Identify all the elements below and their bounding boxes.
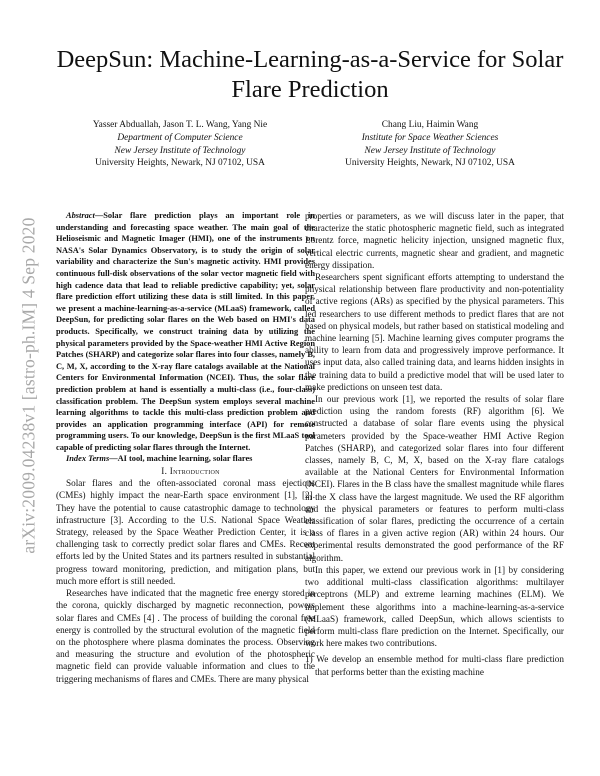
author-block-1 — [50, 119, 310, 170]
arxiv-identifier: arXiv:2009.04238v1 [astro-ph.IM] 4 Sep 2020 — [18, 217, 39, 554]
body-paragraph: Researches have indicated that the magnetic free energy stored in the corona, quickly discharged by magnetic reconnection, powers solar flares and CMEs [4] . The process of building the coronal free energy is controlled by the structural evolution of the magnetic field on the photosphere where plasma dominates the process. Observing and measuring the structure and evolution of the photospheric magnetic field can provide valuable information and clues to the triggering mechanisms of flares and CMEs. There are many physical — [56, 588, 315, 684]
abstract — [56, 210, 315, 453]
index-terms-text: —AI tool, machine learning, solar flares — [109, 454, 253, 464]
author-address: University Heights, Newark, NJ 07102, USA — [95, 158, 265, 169]
index-terms-label: Index Terms — [66, 454, 110, 464]
author-address: University Heights, Newark, NJ 07102, USA — [345, 158, 515, 169]
author-institution: New Jersey Institute of Technology — [364, 145, 496, 156]
abstract-label: Abstract — [66, 211, 95, 220]
section-number: I. — [161, 466, 170, 477]
paper-title: DeepSun: Machine-Learning-as-a-Service for Solar Flare Prediction — [56, 46, 564, 103]
body-paragraph: In this paper, we extend our previous work in [1] by considering two additional multi-class classification algorithms: multilayer perceptrons (MLP) and extreme learning machines (ELM). We implement these algorithms into a machine-learning-as-a-service (MLaaS) framework, called DeepSun, which allows scientists to perform multi-class flare prediction on the Internet. Specifically, our work here makes two contributions. — [305, 564, 564, 649]
abstract-text: —Solar flare prediction plays an important role in understanding and forecasting space weather. The main goal of the Helioseismic and Magnetic Imager (HMI), one of the instruments on NASA's Solar Dynamics Observatory, is to study the origin of solar variability and characterize the Sun's magnetic activity. HMI provides continuous full-disk observations of the solar vector magnetic field with high cadence data that lead to reliable predictive capability; yet, solar flare prediction effort utilizing these data is still limited. In this paper, we present a machine-learning-as-a-service (MLaaS) framework, called DeepSun, for predicting solar flares on the Web based on HMI's data products. Specifically, we construct training data by utilizing the physical parameters provided by the Space-weather HMI Active Region Patches (SHARP) and categorize solar flares into four classes, namely B, C, M, X, according to the X-ray flare catalogs available at the National Centers for Environmental Information (NCEI). Thus, the solar flare prediction problem at hand is essentially a multi-class (i.e., four-class) classification problem. The DeepSun system employs several machine learning algorithms to tackle this multi-class prediction problem and provides an application programming interface (API) for remote programming users. To our knowledge, DeepSun is the first MLaaS tool capable of predicting solar flares through the Internet. — [56, 211, 315, 452]
body-paragraph: In our previous work [1], we reported the results of solar flare prediction using the random forests (RF) algorithm [6]. We constructed a database of solar flare events using the physical parameters provided by the Space-weather HMI Active Region Patches (SHARP), and categorized solar flares into four different classes, namely B, C, M, X, based on the X-ray flare catalogs available at the National Centers for Environmental Information (NCEI). Flares in the B class have the smallest magnitude while flares in the X class have the largest magnitude. We used the RF algorithm and the physical parameters or features to perform multi-class classification of solar flares, predicting the occurrence of a certain class of flares in a given active region (AR) within 24 hours. Our experimental results demonstrated the good performance of the RF algorithm. — [305, 394, 564, 563]
right-column — [305, 210, 564, 678]
author-institution: New Jersey Institute of Technology — [114, 145, 246, 156]
body-paragraph: properties or parameters, as we will discuss later in the paper, that characterize the static photospheric magnetic field, such as integrated Lorentz force, magnetic helicity injection, unsigned magnetic flux, vertical electric currents, magnetic shear and gradient, and magnetic energy dissipation. — [305, 211, 564, 270]
body-paragraph: Solar flares and the often-associated coronal mass ejections (CMEs) highly impact the near-Earth space environment [1], [2]. They have the potential to cause catastrophic damage to technology infrastructure [3]. According to the U.S. National Space Weather Strategy, released by the Space Weather Prediction Center, it is a challenging task to correctly predict solar flares and CMEs. Recent efforts led by the United States and its partners resulted in substantial progress toward monitoring, prediction, and mitigation plans, but much more effort is still needed. — [56, 478, 315, 586]
index-terms — [56, 453, 315, 465]
left-column — [56, 210, 315, 685]
section-heading — [56, 465, 315, 477]
author-department: Institute for Space Weather Sciences — [361, 132, 499, 143]
contribution-list-item: 1) We develop an ensemble method for multi-class flare prediction that performs better than the existing machine — [305, 654, 564, 677]
body-paragraph: Researchers spent significant efforts attempting to understand the physical relationship between flare productivity and non-potentiality of active regions (ARs) as specified by the physical parameters. This led researchers to use different methods to predict flares that are not based on physical models, but rather based on statistical modeling and machine learning [5]. Machine learning gives computer programs the ability to learn from data and progressively improve performance. It uses input data, also called training data, and learns hidden insights in the training data to build a predictive model that will be used later to make predictions on unseen test data. — [305, 272, 564, 392]
section-title: Introduction — [169, 466, 220, 477]
author-block-2 — [300, 119, 560, 170]
author-department: Department of Computer Science — [117, 132, 243, 143]
author-names: Chang Liu, Haimin Wang — [381, 120, 479, 130]
author-names: Yasser Abduallah, Jason T. L. Wang, Yang Nie — [92, 120, 268, 130]
